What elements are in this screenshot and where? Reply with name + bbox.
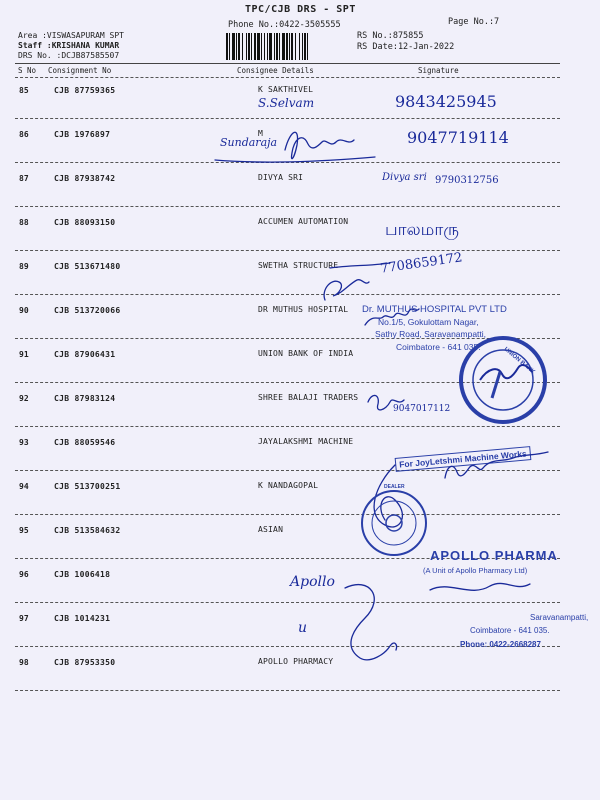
row-consignee-name: SHREE BALAJI TRADERS: [258, 393, 359, 402]
handwritten-text-97: u: [298, 620, 308, 636]
column-header-sno: S No: [18, 66, 37, 75]
row-consignee-name: DIVYA SRI: [258, 173, 304, 182]
signature-86: [285, 132, 354, 158]
rs-date: RS Date:12-Jan-2022: [357, 42, 455, 52]
row-consignee-name: ASIAN: [258, 525, 284, 534]
row-consignment-number: CJB 513700251: [54, 482, 121, 491]
signature-89: [324, 280, 369, 300]
row-serial-number: 92: [19, 394, 29, 403]
stamp-apollo-line4: Coimbatore - 641 035.: [470, 626, 550, 635]
row-serial-number: 98: [19, 658, 29, 667]
handwritten-name-87: Divya sri: [382, 172, 427, 183]
handwritten-phone-87: 9790312756: [435, 175, 499, 186]
handwritten-name-86: Sundaraja: [220, 136, 278, 149]
handwritten-phone-86: 9047719114: [407, 128, 509, 147]
stamp-apollo-line1: APOLLO PHARMA: [430, 548, 558, 563]
stamp-union-ring: UNION BANK: [502, 346, 536, 376]
row-consignment-number: CJB 1014231: [54, 614, 111, 623]
row-serial-number: 87: [19, 174, 29, 183]
row-consignee-name: M: [258, 129, 264, 138]
stamp-jayalakshmi: For JoyLetshmi Machine Works: [395, 446, 532, 472]
underline-86: [215, 157, 375, 162]
row-consignment-number: CJB 1976897: [54, 130, 111, 139]
row-serial-number: 88: [19, 218, 29, 227]
staff-label: Staff :KRISHANA KUMAR: [18, 41, 120, 50]
drs-number: DRS No. :DCJB87585507: [18, 51, 120, 60]
row-consignment-number: CJB 513671480: [54, 262, 121, 271]
row-consignee-name: ACCUMEN AUTOMATION: [258, 217, 349, 226]
handwritten-tamil-88: பாலமாரு: [385, 220, 459, 240]
row-consignment-number: CJB 1006418: [54, 570, 111, 579]
stamp-seal-ring: DEALER: [384, 484, 405, 490]
row-serial-number: 90: [19, 306, 29, 315]
sheet-title: TPC/CJB DRS - SPT: [245, 4, 356, 15]
handwritten-phone-89: 7708659172: [379, 250, 464, 277]
column-header-signature: Signature: [418, 66, 459, 75]
underline-89: [330, 263, 390, 268]
row-consignment-number: CJB 87983124: [54, 394, 116, 403]
row-serial-number: 94: [19, 482, 29, 491]
row-consignment-number: CJB 88093150: [54, 218, 116, 227]
apollo-scribble: [430, 583, 530, 590]
row-consignment-number: CJB 87906431: [54, 350, 116, 359]
signature-94: [445, 452, 548, 478]
stamp-apollo-line3: Saravanampatti,: [530, 613, 589, 622]
union-bank-seal: [461, 338, 545, 422]
row-consignee-name: K NANDAGOPAL: [258, 481, 319, 490]
handwritten-phone-92: 9047017112: [393, 404, 451, 414]
stamp-muthus-line2: No.1/5, Gokulottam Nagar,: [378, 317, 479, 327]
signature-92: [368, 395, 404, 410]
rs-number: RS No.:875855: [357, 31, 424, 41]
stamp-muthus-line1: Dr. MUTHUS HOSPITAL PVT LTD: [362, 304, 507, 315]
row-consignment-number: CJB 87759365: [54, 86, 116, 95]
stamp-muthus-line3: Sathy Road, Saravanampatti,: [375, 329, 487, 339]
row-consignee-name: K SAKTHIVEL: [258, 85, 314, 94]
handwritten-name-85: S.Selvam: [258, 96, 315, 110]
handwritten-phone-85: 9843425945: [395, 92, 497, 111]
row-consignee-name: JAYALAKSHMI MACHINE: [258, 437, 354, 446]
stamp-apollo-line2: (A Unit of Apollo Pharmacy Ltd): [423, 566, 528, 575]
row-consignment-number: CJB 87938742: [54, 174, 116, 183]
column-header-consignment: Consignment No: [48, 66, 112, 75]
signature-90: [365, 309, 419, 325]
stamp-apollo-line5: Phone: 0422-2668287: [460, 640, 541, 649]
row-serial-number: 97: [19, 614, 29, 623]
row-consignment-number: CJB 513720066: [54, 306, 121, 315]
row-consignee-name: APOLLO PHARMACY: [258, 657, 334, 666]
page-number: Page No.:7: [448, 17, 500, 27]
signature-96-98: [345, 585, 397, 660]
row-serial-number: 91: [19, 350, 29, 359]
row-serial-number: 85: [19, 86, 29, 95]
row-serial-number: 93: [19, 438, 29, 447]
area-label: Area :VISWASAPURAM SPT: [18, 31, 124, 40]
phone-number: Phone No.:0422-3505555: [228, 20, 341, 30]
row-consignee-name: UNION BANK OF INDIA: [258, 349, 354, 358]
row-consignee-name: SWETHA STRUCTURE: [258, 261, 339, 270]
handwritten-text-96: Apollo: [290, 574, 335, 590]
dealer-round-seal: [362, 491, 426, 555]
row-consignment-number: CJB 513584632: [54, 526, 121, 535]
row-serial-number: 96: [19, 570, 29, 579]
column-header-consignee: Consignee Details: [237, 66, 314, 75]
row-consignment-number: CJB 87953350: [54, 658, 116, 667]
row-consignee-name: DR MUTHUS HOSPITAL: [258, 305, 349, 314]
stamp-muthus-line4: Coimbatore - 641 035.: [396, 342, 481, 352]
row-serial-number: 95: [19, 526, 29, 535]
row-serial-number: 86: [19, 130, 29, 139]
row-serial-number: 89: [19, 262, 29, 271]
row-consignment-number: CJB 88059546: [54, 438, 116, 447]
